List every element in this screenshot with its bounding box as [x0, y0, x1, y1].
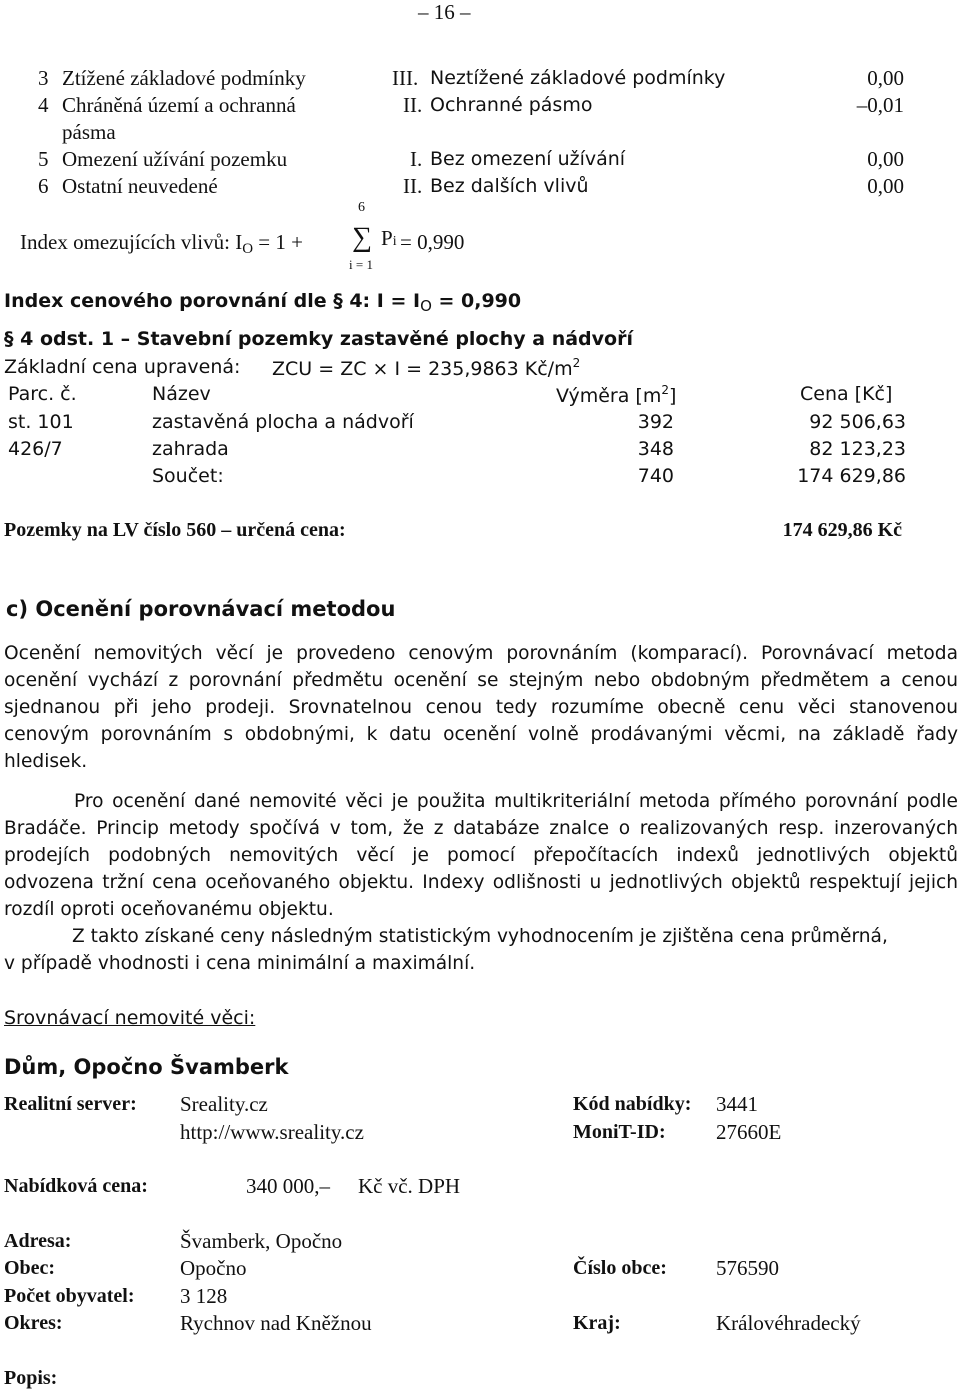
modifier-name: Ztížené základové podmínky — [62, 66, 306, 90]
modifier-num: 3 — [38, 66, 49, 90]
formula-result: = 0,990 — [400, 230, 465, 254]
district-label: Okres: — [4, 1312, 63, 1334]
section-c-heading: c) Ocenění porovnávací metodou — [6, 597, 396, 621]
modifier-name: Chráněná území a ochranná — [62, 93, 296, 117]
monit-label: MoniT-ID: — [573, 1121, 666, 1143]
modifier-desc: Bez dalších vlivů — [430, 175, 589, 197]
parcel-price: 92 506,63 — [809, 411, 906, 433]
parcel-number: 426/7 — [8, 438, 63, 460]
lv-price-label: Pozemky na LV číslo 560 – určená cena: — [4, 519, 346, 541]
modifier-num: 6 — [38, 174, 49, 198]
parcel-area: 392 — [637, 411, 674, 433]
modifier-level: II. — [403, 174, 423, 198]
column-header: Cena [Kč] — [800, 383, 893, 405]
lv-price-value: 174 629,86 Kč — [782, 519, 902, 541]
paragraph-line: hledisek. — [4, 751, 88, 772]
base-price-formula: ZCU = ZC × I = 235,9863 $Kč/m^2$ — [272, 356, 581, 380]
parcel-area: 348 — [637, 438, 674, 460]
address-value: Švamberk, Opočno — [180, 1229, 343, 1253]
modifier-value: –0,01 — [856, 93, 904, 117]
modifier-desc: Neztížené základové podmínky — [430, 67, 726, 89]
municipality-number-label: Číslo obce: — [573, 1257, 667, 1279]
total-label: Součet: — [152, 465, 224, 487]
paragraph-line: sjednanou při jeho prodeji. Srovnatelnou cenou tedy rozumíme obecně cenu věci stanovenou — [4, 697, 958, 718]
column-header: Název — [152, 383, 211, 405]
modifier-value: 0,00 — [867, 147, 904, 171]
offer-code-value: 3441 — [716, 1092, 758, 1116]
server-label: Realitní server: — [4, 1093, 137, 1115]
address-label: Adresa: — [4, 1230, 72, 1252]
paragraph-line: odvozena tržní cena oceňovaného objektu. Indexy odlišnosti u jednotlivých objektů respektují jejich — [4, 872, 958, 893]
paragraph-line: Ocenění nemovitých věcí je provedeno cenovým porovnáním (komparací). Porovnávací metoda — [4, 643, 958, 664]
modifier-value: 0,00 — [867, 66, 904, 90]
formula-label: Index omezujících vlivů: $I_O = 1$ + — [20, 230, 303, 257]
server-value: Sreality.cz — [180, 1092, 268, 1116]
base-price-label: Základní cena upravená: — [4, 356, 241, 378]
parcel-name: zahrada — [152, 438, 229, 460]
modifier-num: 4 — [38, 93, 49, 117]
parcel-price: 82 123,23 — [809, 438, 906, 460]
modifier-name: Omezení užívání pozemku — [62, 147, 288, 171]
paragraph-line: prodejích podobných nemovitých věcí je pomocí přepočítacích indexů jednotlivých objektů — [4, 845, 958, 866]
municipality-number-value: 576590 — [716, 1256, 779, 1280]
offer-price-label: Nabídková cena: — [4, 1175, 148, 1197]
method-paragraph-2 — [4, 788, 958, 923]
paragraph-line: Pro ocenění dané nemovité věci je použita multikriteriální metoda přímého porovnání podle — [74, 791, 958, 812]
modifier-level: I. — [410, 147, 423, 171]
offer-code-label: Kód nabídky: — [573, 1093, 692, 1115]
page-number: – 16 – — [418, 0, 471, 24]
method-paragraph-3 — [4, 923, 958, 977]
population-value: 3 128 — [180, 1284, 228, 1308]
sum-lower-limit: i = 1 — [349, 257, 373, 272]
server-url[interactable]: http://www.sreality.cz — [180, 1120, 364, 1144]
modifier-name-cont: pásma — [62, 120, 116, 144]
total-area: 740 — [637, 465, 674, 487]
parcel-number: st. 101 — [8, 411, 74, 433]
district-value: Rychnov nad Kněžnou — [180, 1311, 372, 1335]
region-label: Kraj: — [573, 1312, 621, 1334]
modifier-level: II. — [403, 93, 423, 117]
column-header: Parc. č. — [8, 383, 77, 405]
paragraph-line: ocenění vychází z porovnání předmětu ocenění se stejným nebo obdobným předmětem a cenou — [4, 670, 958, 691]
comparables-heading: Srovnávací nemovité věci: — [4, 1007, 256, 1029]
offer-price-unit: Kč vč. DPH — [358, 1174, 461, 1198]
method-paragraph-1 — [4, 640, 958, 775]
modifier-value: 0,00 — [867, 174, 904, 198]
modifier-desc: Bez omezení užívání — [430, 148, 626, 170]
region-value: Královéhradecký — [716, 1311, 861, 1335]
description-label: Popis: — [4, 1367, 58, 1389]
column-header: Výměra $[m^2]$ — [556, 383, 677, 407]
paragraph-line: rozdíl oproti oceňovanému objektu. — [4, 899, 334, 920]
section-heading: § 4 odst. 1 – Stavební pozemky zastavěné plochy a nádvoří — [4, 328, 633, 350]
monit-value: 27660E — [716, 1120, 782, 1144]
population-label: Počet obyvatel: — [4, 1285, 135, 1307]
paragraph-line: v případě vhodnosti i cena minimální a maximální. — [4, 953, 476, 974]
paragraph-line: Z takto získané ceny následným statistickým vyhodnocením je zjištěna cena průměrná, — [72, 926, 888, 947]
comparison-index: Index cenového porovnání dle § 4: $I = I_O = 0,990$ — [4, 290, 522, 315]
modifier-desc: Ochranné pásmo — [430, 94, 593, 116]
offer-price-value: 340 000,– — [246, 1174, 330, 1198]
modifier-name: Ostatní neuvedené — [62, 174, 218, 198]
paragraph-line: cenovým porovnáním s obdobnými, k datu ocenění volně prodávanými věcmi, na základě řady — [4, 724, 958, 745]
modifier-level: III. — [392, 66, 419, 90]
formula-term: Pi — [381, 226, 397, 250]
paragraph-line: Bradáče. Princip metody spočívá v tom, že z databáze znalce o realizovaných resp. inzerovaných — [4, 818, 958, 839]
municipality-value: Opočno — [180, 1256, 247, 1280]
sum-upper-limit: 6 — [358, 200, 365, 215]
total-price: 174 629,86 — [797, 465, 906, 487]
parcel-name: zastavěná plocha a nádvoří — [152, 411, 414, 433]
comparable-title: Dům, Opočno Švamberk — [4, 1055, 289, 1079]
modifier-num: 5 — [38, 147, 49, 171]
sigma-symbol: ∑ — [352, 222, 372, 253]
municipality-label: Obec: — [4, 1257, 56, 1279]
